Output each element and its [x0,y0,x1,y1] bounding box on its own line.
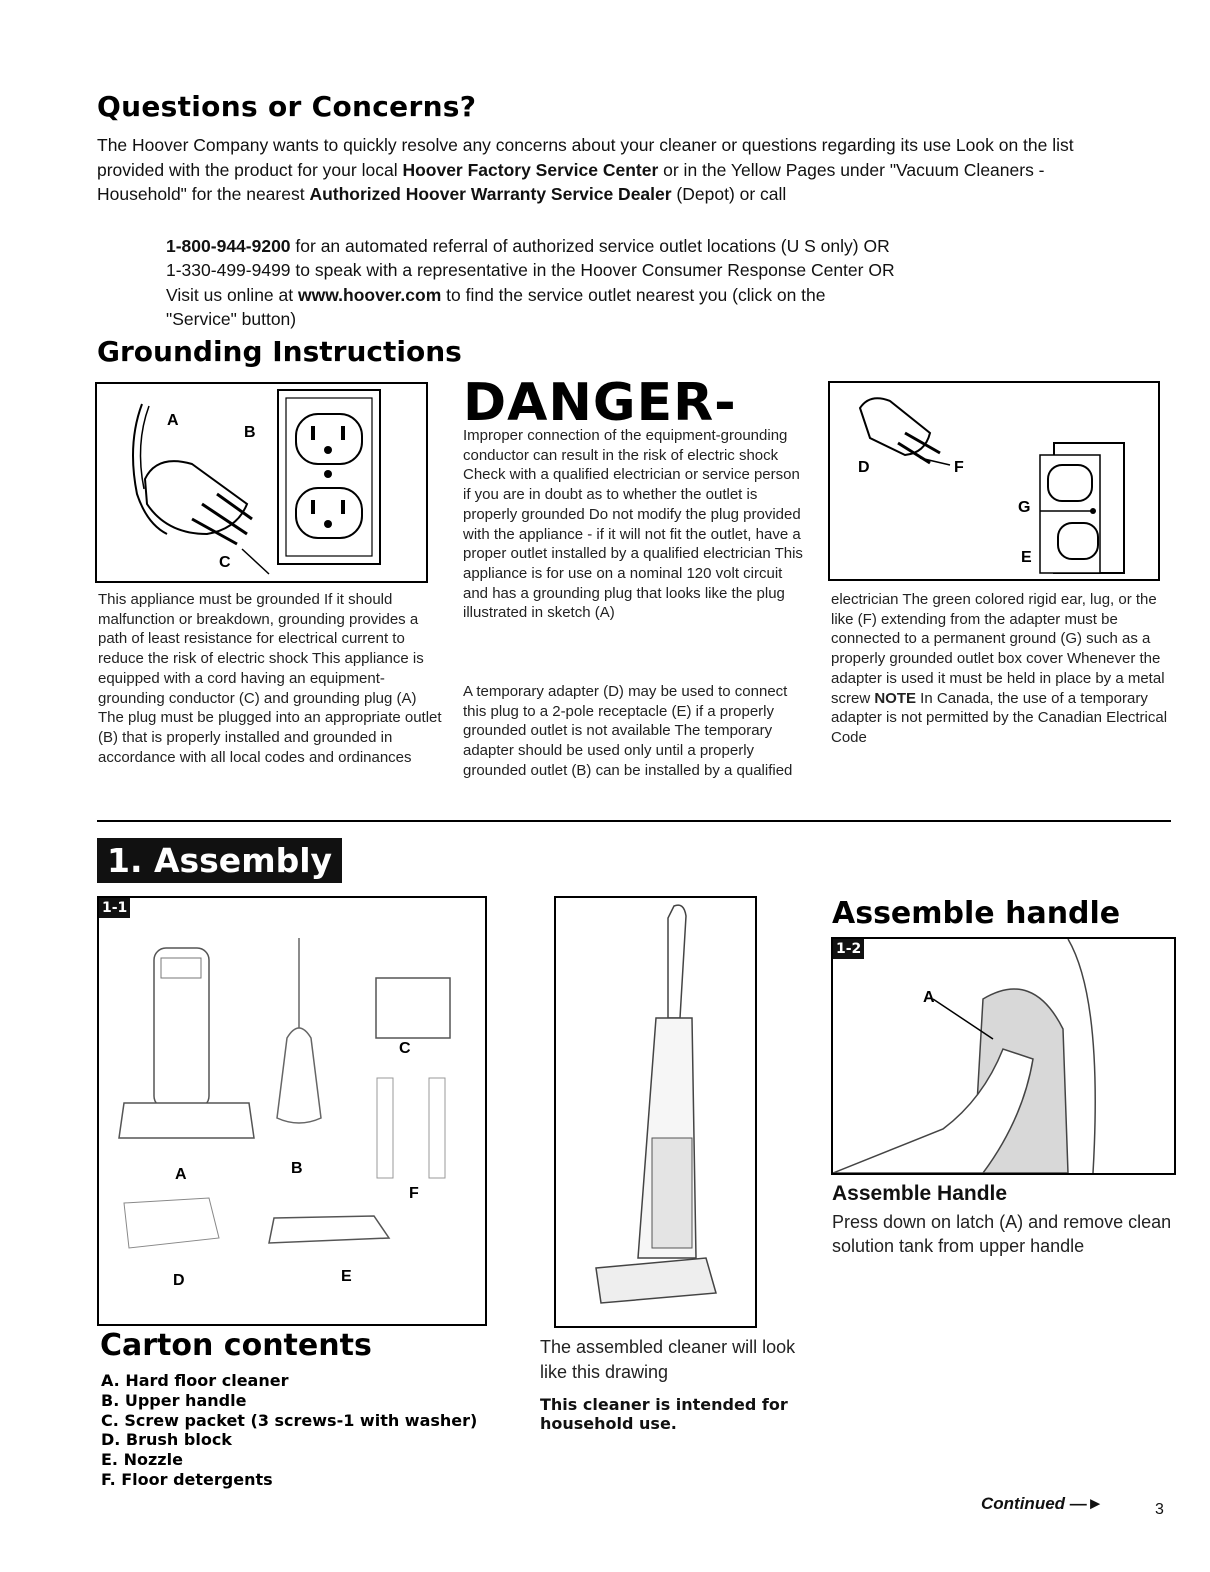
carton-item: E. Nozzle [101,1450,183,1470]
questions-heading: Questions or Concerns? [97,90,477,123]
service-center-text: Hoover Factory Service Center [402,159,659,180]
carton-heading: Carton contents [100,1328,372,1363]
text-run: The Hoover Company wants to quickly resolve any concerns about your cleaner or questions regarding its use Look on the list provided with the product for your local [97,135,1074,180]
warranty-dealer-text: Authorized Hoover Warranty Service Dealer [309,184,672,205]
assembled-caption: The assembled cleaner will look like this drawing [540,1337,796,1382]
household-use-note: This cleaner is intended for household use. [540,1395,788,1433]
adapter-figure [828,381,1160,581]
text-run: Visit us online at [166,284,298,305]
fig-label-a: A [175,1166,187,1183]
grounding-left-text: This appliance must be grounded If it should malfunction or breakdown, grounding provides a path of least resistance for electrical current to reduce the risk of electric shock This appliance is equipped with a cord having an equipment-grounding conductor (C) and grounding plug (A) The plug must be plugged into an appropriate outlet (B) that is properly installed and grounded in accordance with all local codes and ordinances [98,591,442,766]
section-divider [97,820,1171,822]
fig-tag-1-1: 1-1 [99,898,130,918]
text-run: (Depot) or call [671,184,787,205]
fig-label-b: B [244,424,256,441]
carton-item: C. Screw packet (3 screws-1 with washer) [101,1410,478,1430]
web-line [166,283,1066,307]
fig-label-b: B [291,1160,303,1177]
danger-heading: DANGER- [463,373,737,433]
fig-label-g: G [1018,499,1031,516]
adapter-illustration [830,383,1158,579]
assembled-cleaner-figure [554,896,757,1328]
text-run: for an automated referral of authorized service outlet locations (U S only) OR [290,236,890,256]
assembled-cleaner-illustration [556,898,755,1326]
handle-latch-illustration [833,939,1174,1173]
phone1-number: 1-800-944-9200 [166,236,291,256]
grounding-right-text [831,590,1176,748]
fig-label-e: E [341,1268,352,1285]
continued-text: Continued [981,1494,1066,1513]
adapter-text: A temporary adapter (D) may be used to connect this plug to a 2-pole receptacle (E) if a properly grounded outlet is not available The temporary adapter should be used only until a properly grounded outlet (B) can be installed by a qualified [463,683,793,779]
text-run: In Canada, the use of a temporary adapter is not permitted by the Canadian Electrical Code [831,689,1168,746]
carton-item: D. Brush block [101,1430,232,1450]
phone2-line: 1-330-499-9499 to speak with a representative in the Hoover Consumer Response Center OR [166,260,895,281]
danger-text: Improper connection of the equipment-grounding conductor can result in the risk of electric shock Check with a qualified electrician or service person if you are in doubt as to whether the outlet is properly grounded Do not modify the plug provided with the appliance - if it will not fit the outlet, have a proper outlet installed by a qualified electrician This appliance is for use on a nominal 120 volt circuit and has a grounding plug that looks like the plug illustrated in sketch (A) [463,427,803,622]
carton-item: B. Upper handle [101,1390,247,1410]
assemble-handle-heading: Assemble handle [832,896,1121,931]
grounding-heading: Grounding Instructions [97,335,462,368]
continued-label [981,1494,1104,1514]
website-link[interactable]: www.hoover.com [297,284,442,305]
text-run: to find the service outlet nearest you (click on the [441,284,826,305]
page-number: 3 [1155,1501,1164,1518]
arrow-right-icon: —► [1069,1494,1104,1513]
plug-outlet-illustration [97,384,426,581]
text-run: or in the Yellow Pages under "Vacuum Cleaners - Household" for the nearest [97,159,1045,205]
fig-label-c: C [219,554,231,571]
fig-label-f: F [409,1185,419,1202]
grounding-plug-figure [95,382,428,583]
fig-label-a: A [923,989,935,1006]
carton-figure [97,896,487,1326]
fig-label-a: A [167,412,179,429]
web-line-2: "Service" button) [166,309,297,330]
fig-label-e: E [1021,549,1032,566]
fig-label-c: C [399,1040,411,1057]
fig-label-d: D [858,459,870,476]
assemble-handle-figure [831,937,1176,1175]
phone1-line [166,234,1066,258]
contact-block [166,234,1066,332]
assemble-handle-subheading: Assemble Handle [832,1182,1008,1205]
assemble-handle-text: Press down on latch (A) and remove clean solution tank from upper handle [832,1212,1172,1256]
carton-item: A. Hard floor cleaner [101,1371,289,1390]
note-label: NOTE [874,689,917,707]
fig-label-f: F [954,459,964,476]
assembly-banner: 1. Assembly [97,838,342,883]
questions-paragraph [97,133,1077,207]
carton-item: F. Floor detergents [101,1469,273,1489]
carton-list [101,1371,477,1490]
fig-label-d: D [173,1272,185,1289]
fig-tag-1-2: 1-2 [833,939,864,959]
carton-contents-illustration [99,898,485,1324]
text-run: electrician The green colored rigid ear, lug, or the like (F) extending from the adapter must be connected to a permanent ground (G) such as a properly grounded outlet box cover Whenever the adapter is used it must be held in place by a metal screw [831,591,1165,707]
